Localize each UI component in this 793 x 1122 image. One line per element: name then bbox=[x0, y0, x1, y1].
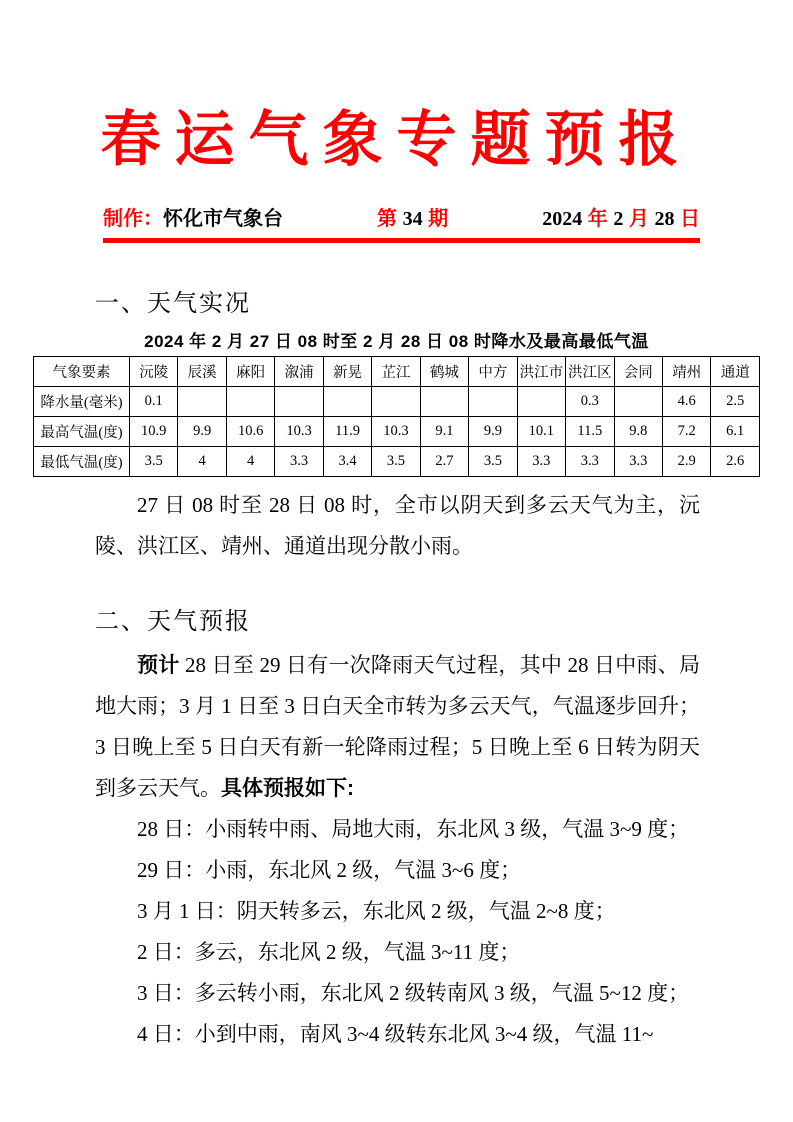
table-cell: 10.1 bbox=[517, 417, 565, 447]
column-header-station: 麻阳 bbox=[226, 357, 274, 387]
table-cell: 9.8 bbox=[614, 417, 662, 447]
section1-heading: 一、天气实况 bbox=[95, 290, 251, 317]
column-header-station: 会同 bbox=[614, 357, 662, 387]
producer-label: 制作： bbox=[103, 208, 163, 230]
forecast-detail-label: 具体预报如下: bbox=[221, 777, 354, 800]
table-cell: 9.9 bbox=[178, 417, 226, 447]
table-cell: 0.3 bbox=[566, 387, 614, 417]
table-cell: 0.1 bbox=[130, 387, 178, 417]
forecast-line: 3 日：多云转小雨，东北风 2 级转南风 3 级，气温 5~12 度； bbox=[137, 981, 690, 1005]
table-cell: 3.3 bbox=[566, 447, 614, 477]
date-year: 2024 bbox=[542, 208, 583, 230]
header-divider-rule bbox=[103, 238, 700, 243]
date-field: 2024 年 2 月 28 日 bbox=[542, 208, 700, 230]
forecast-line: 4 日：小到中雨，南风 3~4 级转东北风 3~4 级，气温 11~ bbox=[137, 1022, 654, 1046]
table-cell: 10.3 bbox=[372, 417, 420, 447]
table-cell: 4 bbox=[226, 447, 274, 477]
producer-value: 怀化市气象台 bbox=[163, 208, 283, 230]
forecast-intro-text: 28 日至 29 日有一次降雨天气过程，其中 28 日中雨、局地大雨；3 月 1 日至 3 日白天全市转为多云天气，气温逐步回升；3 日晚上至 5 日白天有新一轮降雨过程；5 日晚上至 6 日转为阴天到多云天气。 bbox=[95, 653, 701, 800]
table-cell bbox=[614, 387, 662, 417]
document-title: 春运气象专题预报 bbox=[100, 105, 693, 175]
table-cell bbox=[226, 387, 274, 417]
forecast-line: 2 日：多云，东北风 2 级，气温 3~11 度； bbox=[137, 940, 521, 964]
table-cell: 6.1 bbox=[711, 417, 760, 447]
table-cell: 9.9 bbox=[469, 417, 517, 447]
table-cell: 11.5 bbox=[566, 417, 614, 447]
table-cell: 4.6 bbox=[662, 387, 710, 417]
table-cell: 2.9 bbox=[662, 447, 710, 477]
column-header-station: 溆浦 bbox=[275, 357, 323, 387]
table-cell bbox=[275, 387, 323, 417]
forecast-line: 29 日：小雨，东北风 2 级，气温 3~6 度； bbox=[137, 858, 522, 882]
table-cell: 7.2 bbox=[662, 417, 710, 447]
table-cell: 4 bbox=[178, 447, 226, 477]
column-header-element: 气象要素 bbox=[34, 357, 130, 387]
forecast-list bbox=[95, 809, 700, 1055]
table-cell: 2.5 bbox=[711, 387, 760, 417]
table-cell bbox=[372, 387, 420, 417]
table-cell: 2.7 bbox=[420, 447, 468, 477]
table-cell bbox=[323, 387, 371, 417]
table-cell bbox=[517, 387, 565, 417]
column-header-station: 新晃 bbox=[323, 357, 371, 387]
table-cell: 3.4 bbox=[323, 447, 371, 477]
weather-table-body bbox=[34, 387, 760, 477]
row-label: 降水量(毫米) bbox=[34, 387, 130, 417]
date-day: 28 bbox=[654, 208, 675, 230]
table-cell: 9.1 bbox=[420, 417, 468, 447]
section2-heading: 二、天气预报 bbox=[95, 608, 251, 635]
table-cell: 11.9 bbox=[323, 417, 371, 447]
forecast-line: 28 日：小雨转中雨、局地大雨，东北风 3 级，气温 3~9 度； bbox=[137, 817, 690, 841]
weather-table-title: 2024 年 2 月 27 日 08 时至 2 月 28 日 08 时降水及最高最低气温 bbox=[144, 332, 649, 351]
table-cell bbox=[420, 387, 468, 417]
column-header-station: 芷江 bbox=[372, 357, 420, 387]
column-header-station: 通道 bbox=[711, 357, 760, 387]
table-cell: 3.5 bbox=[372, 447, 420, 477]
column-header-station: 辰溪 bbox=[178, 357, 226, 387]
column-header-station: 靖州 bbox=[662, 357, 710, 387]
date-month: 2 bbox=[613, 208, 624, 230]
table-cell bbox=[469, 387, 517, 417]
table-cell bbox=[178, 387, 226, 417]
column-header-station: 鹤城 bbox=[420, 357, 468, 387]
section2-intro-paragraph bbox=[95, 645, 700, 809]
producer-field bbox=[103, 202, 283, 231]
issue-field: 第 34 期 bbox=[377, 208, 449, 230]
issue-number: 34 bbox=[402, 208, 423, 230]
forecast-line: 3 月 1 日：阴天转多云，东北风 2 级，气温 2~8 度； bbox=[137, 899, 616, 923]
weather-table-head-row bbox=[34, 357, 760, 387]
document-meta-row bbox=[103, 202, 700, 231]
table-cell: 3.5 bbox=[469, 447, 517, 477]
row-label: 最高气温(度) bbox=[34, 417, 130, 447]
row-label: 最低气温(度) bbox=[34, 447, 130, 477]
table-cell: 3.3 bbox=[275, 447, 323, 477]
weather-table bbox=[33, 356, 760, 477]
table-cell: 3.5 bbox=[130, 447, 178, 477]
column-header-station: 沅陵 bbox=[130, 357, 178, 387]
column-header-station: 洪江市 bbox=[517, 357, 565, 387]
table-cell: 3.3 bbox=[517, 447, 565, 477]
table-row bbox=[34, 447, 760, 477]
table-cell: 3.3 bbox=[614, 447, 662, 477]
forecast-intro-bold: 预计 bbox=[137, 654, 180, 677]
column-header-station: 中方 bbox=[469, 357, 517, 387]
table-row bbox=[34, 417, 760, 447]
section1-paragraph: 27 日 08 时至 28 日 08 时，全市以阴天到多云天气为主，沅陵、洪江区、靖州、通道出现分散小雨。 bbox=[95, 493, 700, 558]
table-cell: 10.3 bbox=[275, 417, 323, 447]
table-cell: 2.6 bbox=[711, 447, 760, 477]
column-header-station: 洪江区 bbox=[566, 357, 614, 387]
table-row bbox=[34, 387, 760, 417]
table-cell: 10.9 bbox=[130, 417, 178, 447]
table-cell: 10.6 bbox=[226, 417, 274, 447]
